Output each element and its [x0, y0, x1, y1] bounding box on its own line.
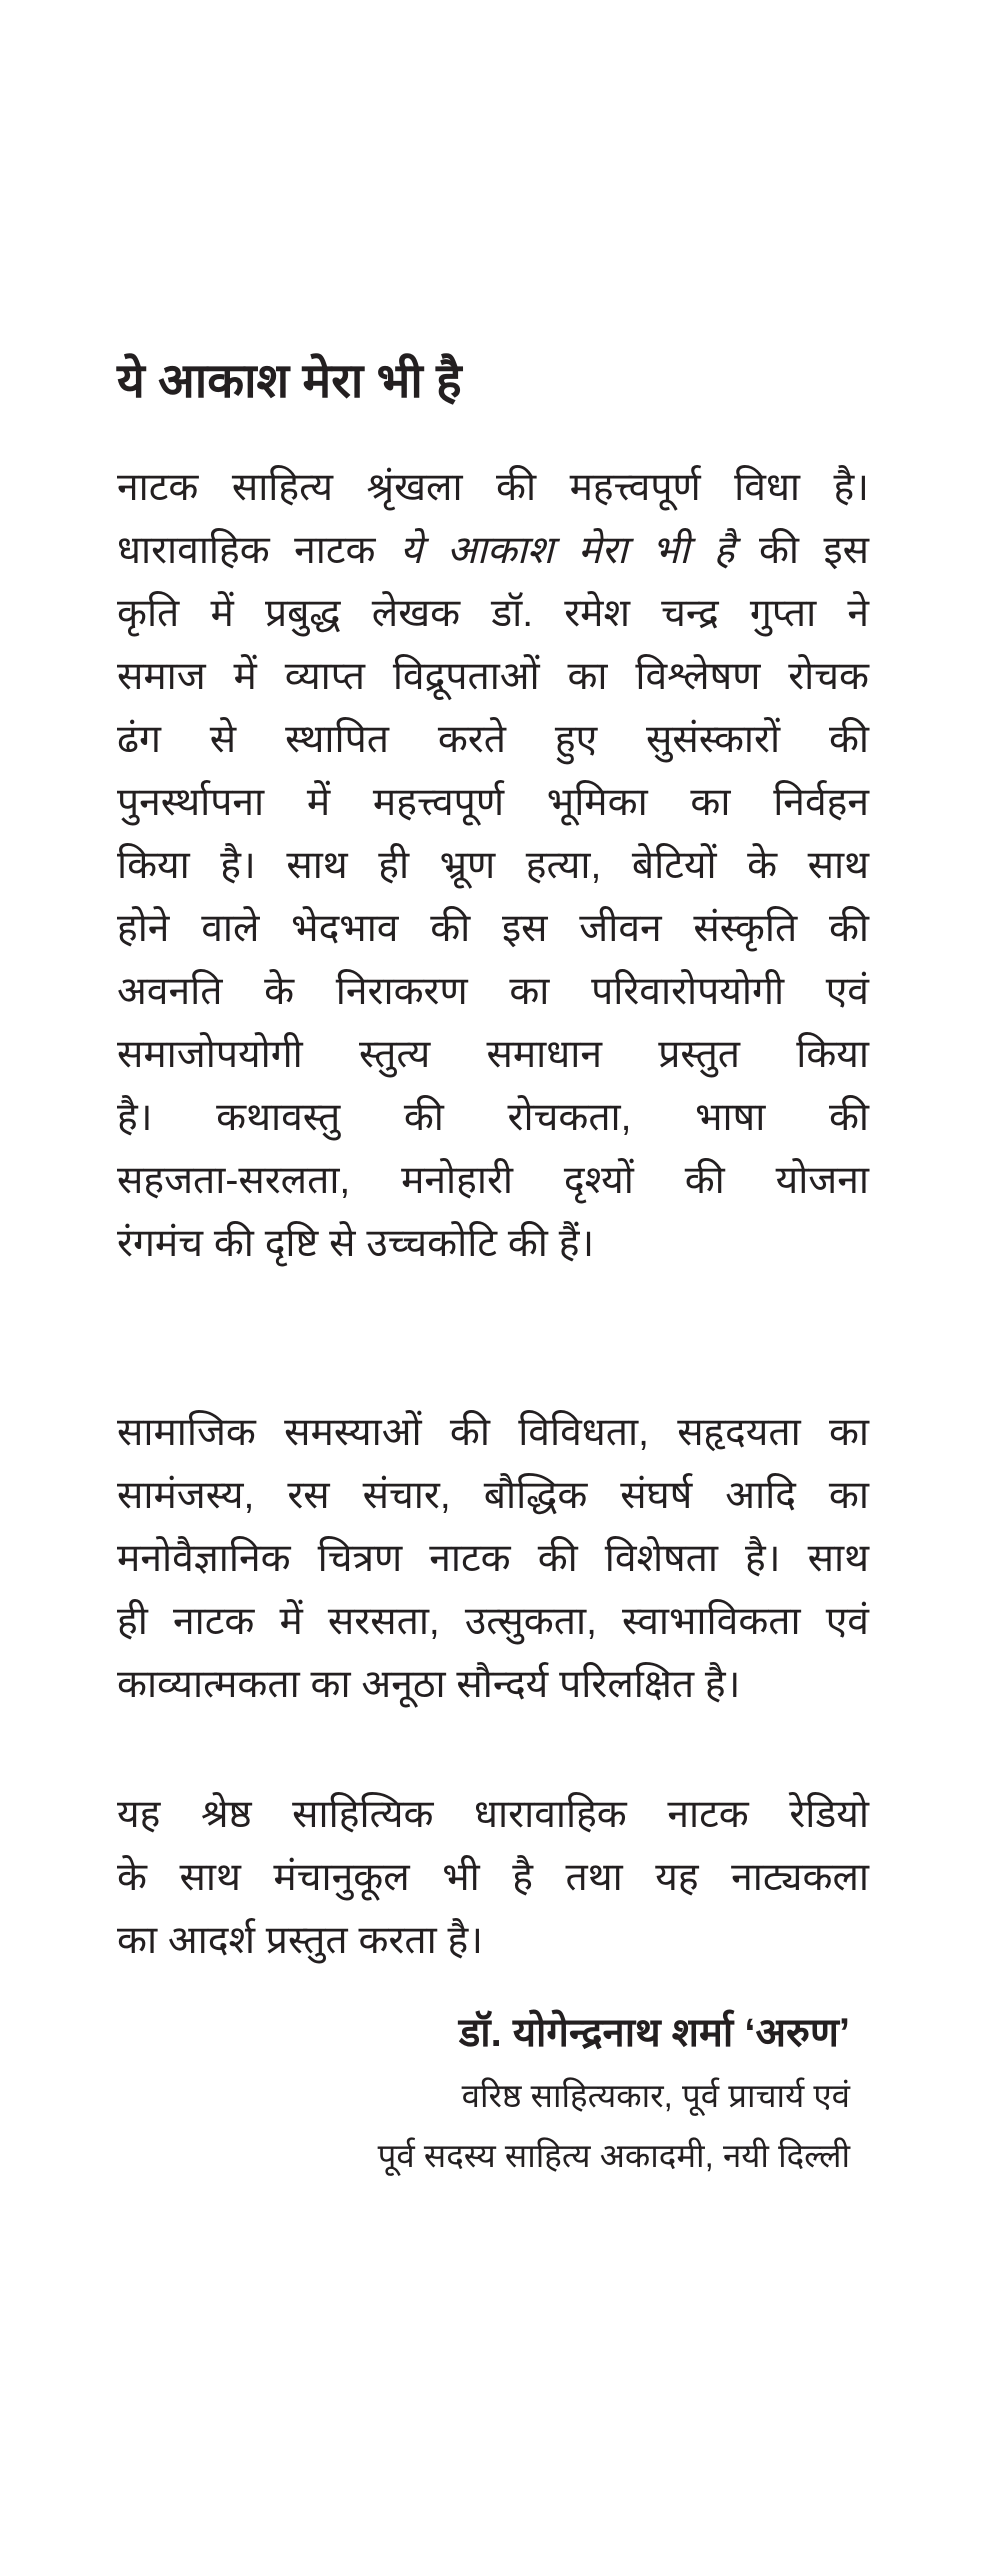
text-line: समाज में व्याप्त विद्रूपताओं का विश्लेषण रोचक	[117, 655, 869, 698]
text-line: के साथ मंचानुकूल भी है तथा यह नाट्यकला	[117, 1856, 869, 1899]
text-line: है। कथावस्तु की रोचकता, भाषा की	[117, 1096, 869, 1139]
text-line: पुनर्स्थापना में महत्त्वपूर्ण भूमिका का निर्वहन	[117, 781, 869, 824]
author-designation: वरिष्ठ साहित्यकार, पूर्व प्राचार्य एवं	[461, 2077, 850, 2114]
author-affiliation: पूर्व सदस्य साहित्य अकादमी, नयी दिल्ली	[377, 2137, 850, 2174]
text-line: का आदर्श प्रस्तुत करता है।	[117, 1919, 484, 1962]
text-line: मनोवैज्ञानिक चित्रण नाटक की विशेषता है। साथ	[117, 1537, 869, 1580]
text-line: होने वाले भेदभाव की इस जीवन संस्कृति की	[117, 907, 869, 950]
paragraph-3	[117, 1783, 869, 1972]
text-line: रंगमंच की दृष्टि से उच्चकोटि की हैं।	[117, 1222, 595, 1265]
book-title-italic: ये आकाश मेरा भी है	[399, 529, 735, 572]
text-line: काव्यात्मकता का अनूठा सौन्दर्य परिलक्षित है।	[117, 1663, 741, 1706]
author-name: डॉ. योगेन्द्रनाथ शर्मा ‘अरुण’	[458, 2011, 850, 2055]
text-line: सामंजस्य, रस संचार, बौद्धिक संघर्ष आदि का	[117, 1474, 869, 1517]
text-line	[117, 519, 869, 582]
text-line: ही नाटक में सरसता, उत्सुकता, स्वाभाविकता एवं	[117, 1600, 869, 1643]
text-line: समाजोपयोगी स्तुत्य समाधान प्रस्तुत किया	[117, 1033, 869, 1076]
page-title: ये आकाश मेरा भी है	[117, 355, 462, 409]
text-line: यह श्रेष्ठ साहित्यिक धारावाहिक नाटक रेडियो	[117, 1793, 869, 1836]
text-line: कृति में प्रबुद्ध लेखक डॉ. रमेश चन्द्र गुप्ता ने	[117, 592, 869, 635]
text-line: सामाजिक समस्याओं की विविधता, सहृदयता का	[117, 1411, 869, 1454]
text-line: अवनति के निराकरण का परिवारोपयोगी एवं	[117, 970, 869, 1013]
text-line: नाटक साहित्य श्रृंखला की महत्त्वपूर्ण विधा है।	[117, 466, 869, 509]
signature-block	[378, 2000, 850, 2186]
paragraph-2	[117, 1401, 869, 1716]
text-line: किया है। साथ ही भ्रूण हत्या, बेटियों के साथ	[117, 844, 869, 887]
text-span: धारावाहिक नाटक	[117, 529, 400, 572]
text-line: ढंग से स्थापित करते हुए सुसंस्कारों की	[117, 718, 869, 761]
text-line: सहजता-सरलता, मनोहारी दृश्यों की योजना	[117, 1159, 869, 1202]
text-span: की इस	[734, 529, 869, 572]
paragraph-1	[117, 456, 869, 1275]
